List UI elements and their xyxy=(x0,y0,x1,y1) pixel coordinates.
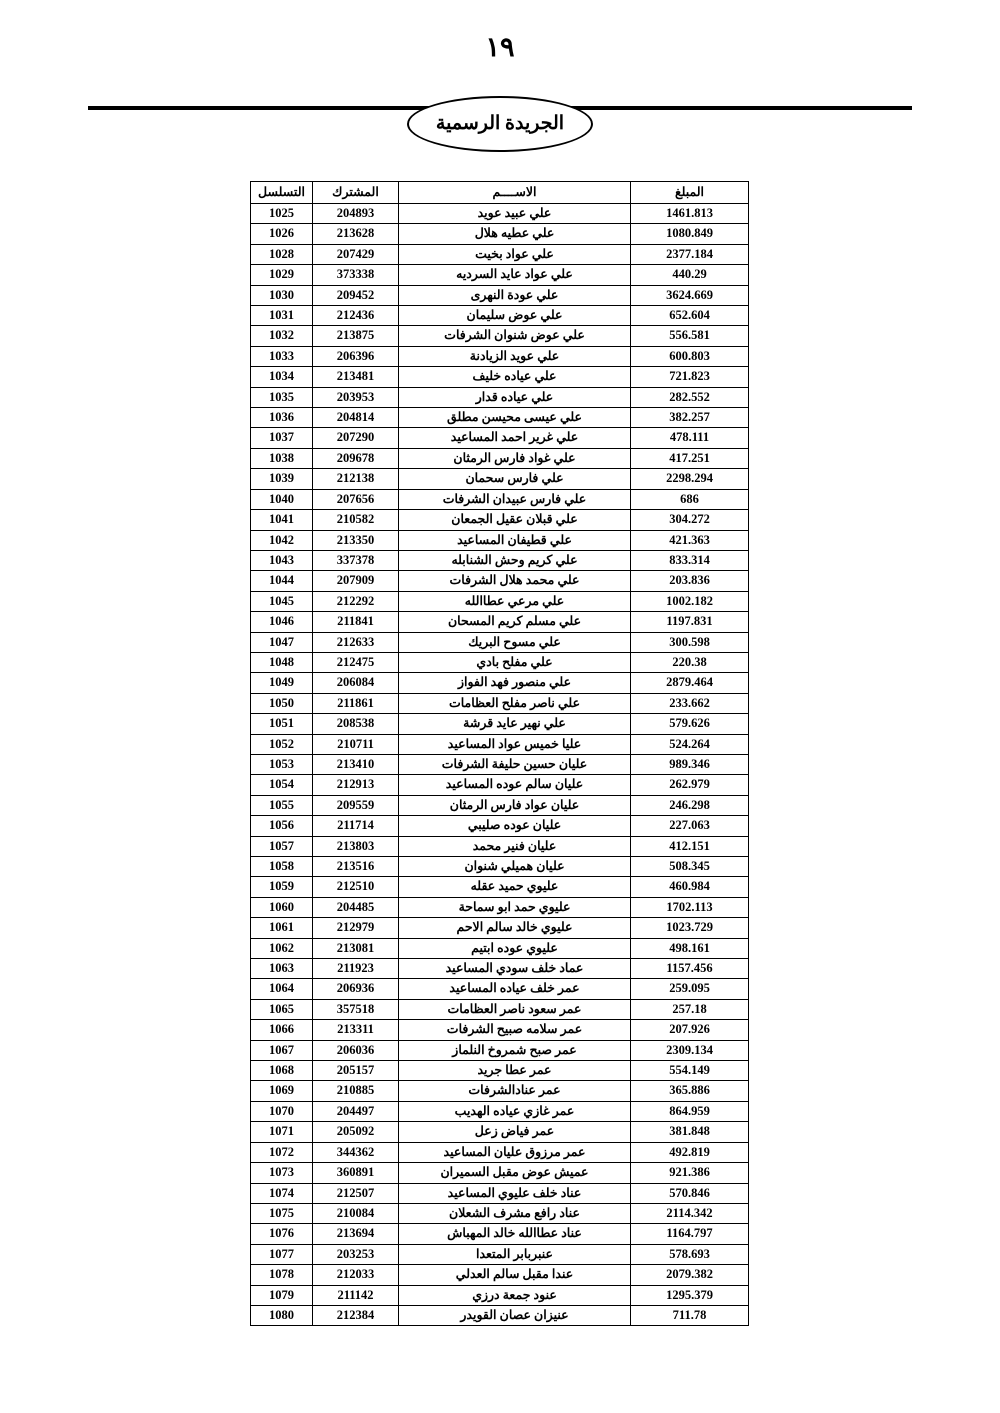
cell-sequence: 1065 xyxy=(251,999,313,1019)
cell-amount: 1002.182 xyxy=(631,591,749,611)
cell-subscriber: 212510 xyxy=(313,877,399,897)
cell-name: عنود جمعة درزي xyxy=(399,1285,631,1305)
cell-name: علي فارس عبيدان الشرفات xyxy=(399,489,631,509)
cell-sequence: 1042 xyxy=(251,530,313,550)
cell-name: علي ناصر مفلح العظامات xyxy=(399,693,631,713)
cell-sequence: 1053 xyxy=(251,754,313,774)
table-row xyxy=(251,224,749,244)
table-row xyxy=(251,408,749,428)
cell-sequence: 1062 xyxy=(251,938,313,958)
cell-subscriber: 206396 xyxy=(313,346,399,366)
cell-subscriber: 212475 xyxy=(313,652,399,672)
cell-amount: 1702.113 xyxy=(631,897,749,917)
cell-name: علي قطيفان المساعيد xyxy=(399,530,631,550)
table-row xyxy=(251,877,749,897)
cell-amount: 652.604 xyxy=(631,306,749,326)
cell-sequence: 1026 xyxy=(251,224,313,244)
table-row xyxy=(251,1101,749,1121)
cell-sequence: 1055 xyxy=(251,795,313,815)
cell-name: عليان فنير محمد xyxy=(399,836,631,856)
cell-subscriber: 203253 xyxy=(313,1244,399,1264)
ledger-table xyxy=(250,181,749,1326)
cell-amount: 833.314 xyxy=(631,550,749,570)
table-row xyxy=(251,1020,749,1040)
table-row xyxy=(251,612,749,632)
cell-subscriber: 205157 xyxy=(313,1061,399,1081)
table-row xyxy=(251,265,749,285)
cell-name: علي منصور فهد الفواز xyxy=(399,673,631,693)
cell-sequence: 1074 xyxy=(251,1183,313,1203)
cell-name: علي عطيه هلال xyxy=(399,224,631,244)
cell-sequence: 1079 xyxy=(251,1285,313,1305)
table-row xyxy=(251,346,749,366)
cell-subscriber: 213481 xyxy=(313,367,399,387)
cell-name: عليان عوده صليبي xyxy=(399,816,631,836)
cell-subscriber: 204497 xyxy=(313,1101,399,1121)
cell-sequence: 1066 xyxy=(251,1020,313,1040)
cell-sequence: 1075 xyxy=(251,1203,313,1223)
cell-amount: 2298.294 xyxy=(631,469,749,489)
table-row xyxy=(251,591,749,611)
table-row xyxy=(251,652,749,672)
cell-name: علي نهير عايد قرشة xyxy=(399,714,631,734)
cell-name: علي عياده خليف xyxy=(399,367,631,387)
column-header-sequence: التسلسل xyxy=(251,182,313,204)
cell-name: علي عياده قدار xyxy=(399,387,631,407)
column-header-subscriber: المشترك xyxy=(313,182,399,204)
table-row xyxy=(251,1265,749,1285)
cell-sequence: 1040 xyxy=(251,489,313,509)
cell-name: علي غرير احمد المساعيد xyxy=(399,428,631,448)
table-row xyxy=(251,306,749,326)
cell-subscriber: 213081 xyxy=(313,938,399,958)
table-header-row xyxy=(251,182,749,204)
cell-amount: 246.298 xyxy=(631,795,749,815)
cell-name: علي كريم وحش الشنابله xyxy=(399,550,631,570)
cell-amount: 1080.849 xyxy=(631,224,749,244)
table-row xyxy=(251,550,749,570)
cell-subscriber: 206084 xyxy=(313,673,399,693)
cell-amount: 1197.831 xyxy=(631,612,749,632)
cell-subscriber: 337378 xyxy=(313,550,399,570)
cell-amount: 554.149 xyxy=(631,1061,749,1081)
cell-amount: 570.846 xyxy=(631,1183,749,1203)
cell-name: عمر فياض زعل xyxy=(399,1122,631,1142)
cell-name: علي عويد الزيادنة xyxy=(399,346,631,366)
cell-sequence: 1069 xyxy=(251,1081,313,1101)
cell-amount: 300.598 xyxy=(631,632,749,652)
cell-name: عليان عواد فارس الرمثان xyxy=(399,795,631,815)
cell-amount: 257.18 xyxy=(631,999,749,1019)
cell-amount: 864.959 xyxy=(631,1101,749,1121)
cell-amount: 203.836 xyxy=(631,571,749,591)
cell-name: عمر سعود ناصر العظامات xyxy=(399,999,631,1019)
cell-name: عليوي حميد عقله xyxy=(399,877,631,897)
cell-name: علي فارس سحمان xyxy=(399,469,631,489)
cell-sequence: 1032 xyxy=(251,326,313,346)
cell-name: عميش عوض مقبل السميران xyxy=(399,1163,631,1183)
cell-subscriber: 204814 xyxy=(313,408,399,428)
column-header-amount: المبلغ xyxy=(631,182,749,204)
cell-sequence: 1060 xyxy=(251,897,313,917)
table-row xyxy=(251,1305,749,1325)
cell-name: عنبربابر المتعدا xyxy=(399,1244,631,1264)
cell-name: عمر غازي عياده الهديب xyxy=(399,1101,631,1121)
cell-amount: 304.272 xyxy=(631,510,749,530)
cell-amount: 686 xyxy=(631,489,749,509)
cell-name: عمر خلف عياده المساعيد xyxy=(399,979,631,999)
cell-subscriber: 357518 xyxy=(313,999,399,1019)
cell-sequence: 1033 xyxy=(251,346,313,366)
cell-name: عماد خلف سودي المساعيد xyxy=(399,959,631,979)
cell-sequence: 1070 xyxy=(251,1101,313,1121)
table-row xyxy=(251,510,749,530)
cell-subscriber: 373338 xyxy=(313,265,399,285)
gazette-title-text: الجريدة الرسمية xyxy=(435,112,565,134)
cell-subscriber: 211841 xyxy=(313,612,399,632)
cell-sequence: 1048 xyxy=(251,652,313,672)
cell-name: علي مفلح بادي xyxy=(399,652,631,672)
cell-name: علي عوض سليمان xyxy=(399,306,631,326)
cell-sequence: 1041 xyxy=(251,510,313,530)
cell-sequence: 1047 xyxy=(251,632,313,652)
cell-amount: 233.662 xyxy=(631,693,749,713)
table-row xyxy=(251,285,749,305)
cell-subscriber: 360891 xyxy=(313,1163,399,1183)
table-row xyxy=(251,897,749,917)
table-row xyxy=(251,387,749,407)
cell-amount: 220.38 xyxy=(631,652,749,672)
cell-sequence: 1028 xyxy=(251,244,313,264)
cell-amount: 259.095 xyxy=(631,979,749,999)
cell-subscriber: 203953 xyxy=(313,387,399,407)
cell-amount: 417.251 xyxy=(631,448,749,468)
cell-name: عمر مرزوق عليان المساعيد xyxy=(399,1142,631,1162)
cell-sequence: 1038 xyxy=(251,448,313,468)
cell-amount: 1157.456 xyxy=(631,959,749,979)
cell-amount: 1461.813 xyxy=(631,204,749,224)
table-row xyxy=(251,1244,749,1264)
cell-sequence: 1056 xyxy=(251,816,313,836)
table-row xyxy=(251,1142,749,1162)
cell-name: عليان هميلي شنوان xyxy=(399,857,631,877)
cell-name: عليان حسين حليفة الشرفات xyxy=(399,754,631,774)
cell-subscriber: 213410 xyxy=(313,754,399,774)
cell-amount: 2309.134 xyxy=(631,1040,749,1060)
cell-sequence: 1057 xyxy=(251,836,313,856)
table-row xyxy=(251,1163,749,1183)
cell-sequence: 1072 xyxy=(251,1142,313,1162)
cell-subscriber: 212292 xyxy=(313,591,399,611)
cell-name: علي قبلان عقيل الجمعان xyxy=(399,510,631,530)
cell-name: عليوي خالد سالم الاحم xyxy=(399,918,631,938)
cell-subscriber: 212384 xyxy=(313,1305,399,1325)
cell-subscriber: 209678 xyxy=(313,448,399,468)
cell-name: عمر عطا جريد xyxy=(399,1061,631,1081)
table-row xyxy=(251,326,749,346)
table-row xyxy=(251,204,749,224)
cell-sequence: 1067 xyxy=(251,1040,313,1060)
cell-subscriber: 212436 xyxy=(313,306,399,326)
cell-subscriber: 212913 xyxy=(313,775,399,795)
cell-name: عمر صبح شمروخ النلماز xyxy=(399,1040,631,1060)
ledger-table-container xyxy=(251,181,749,1326)
cell-subscriber: 212633 xyxy=(313,632,399,652)
table-row xyxy=(251,836,749,856)
cell-sequence: 1050 xyxy=(251,693,313,713)
table-row xyxy=(251,714,749,734)
cell-amount: 262.979 xyxy=(631,775,749,795)
cell-amount: 282.552 xyxy=(631,387,749,407)
table-row xyxy=(251,816,749,836)
cell-sequence: 1068 xyxy=(251,1061,313,1081)
cell-subscriber: 204893 xyxy=(313,204,399,224)
table-row xyxy=(251,367,749,387)
cell-subscriber: 211142 xyxy=(313,1285,399,1305)
cell-amount: 556.581 xyxy=(631,326,749,346)
cell-sequence: 1046 xyxy=(251,612,313,632)
cell-name: علي مسوح البريك xyxy=(399,632,631,652)
cell-subscriber: 213311 xyxy=(313,1020,399,1040)
cell-name: عمر عنادالشرفات xyxy=(399,1081,631,1101)
cell-amount: 711.78 xyxy=(631,1305,749,1325)
cell-amount: 2114.342 xyxy=(631,1203,749,1223)
table-row xyxy=(251,448,749,468)
table-row xyxy=(251,979,749,999)
cell-amount: 508.345 xyxy=(631,857,749,877)
cell-amount: 421.363 xyxy=(631,530,749,550)
cell-amount: 478.111 xyxy=(631,428,749,448)
cell-subscriber: 211714 xyxy=(313,816,399,836)
cell-name: عليوي حمد ابو سماحة xyxy=(399,897,631,917)
table-row xyxy=(251,673,749,693)
cell-subscriber: 210084 xyxy=(313,1203,399,1223)
cell-sequence: 1051 xyxy=(251,714,313,734)
table-row xyxy=(251,1040,749,1060)
cell-sequence: 1049 xyxy=(251,673,313,693)
cell-subscriber: 207909 xyxy=(313,571,399,591)
cell-amount: 1023.729 xyxy=(631,918,749,938)
cell-subscriber: 213350 xyxy=(313,530,399,550)
cell-amount: 989.346 xyxy=(631,754,749,774)
cell-name: عناد رافع مشرف الشعلان xyxy=(399,1203,631,1223)
cell-amount: 381.848 xyxy=(631,1122,749,1142)
cell-sequence: 1029 xyxy=(251,265,313,285)
cell-sequence: 1045 xyxy=(251,591,313,611)
cell-subscriber: 212138 xyxy=(313,469,399,489)
cell-subscriber: 213628 xyxy=(313,224,399,244)
cell-sequence: 1058 xyxy=(251,857,313,877)
cell-amount: 1164.797 xyxy=(631,1224,749,1244)
cell-subscriber: 206936 xyxy=(313,979,399,999)
cell-subscriber: 206036 xyxy=(313,1040,399,1060)
cell-amount: 524.264 xyxy=(631,734,749,754)
cell-name: علي محمد هلال الشرفات xyxy=(399,571,631,591)
cell-subscriber: 210711 xyxy=(313,734,399,754)
cell-subscriber: 212033 xyxy=(313,1265,399,1285)
cell-sequence: 1078 xyxy=(251,1265,313,1285)
table-row xyxy=(251,734,749,754)
cell-amount: 227.063 xyxy=(631,816,749,836)
cell-name: عمر سلامه صبيح الشرفات xyxy=(399,1020,631,1040)
cell-name: علي عودة النهرى xyxy=(399,285,631,305)
cell-subscriber: 344362 xyxy=(313,1142,399,1162)
cell-amount: 2079.382 xyxy=(631,1265,749,1285)
cell-sequence: 1025 xyxy=(251,204,313,224)
cell-sequence: 1052 xyxy=(251,734,313,754)
cell-sequence: 1073 xyxy=(251,1163,313,1183)
cell-amount: 460.984 xyxy=(631,877,749,897)
cell-name: علي مسلم كريم المسحان xyxy=(399,612,631,632)
cell-amount: 2377.184 xyxy=(631,244,749,264)
table-row xyxy=(251,1183,749,1203)
table-row xyxy=(251,1122,749,1142)
cell-subscriber: 211861 xyxy=(313,693,399,713)
table-row xyxy=(251,244,749,264)
table-row xyxy=(251,428,749,448)
cell-sequence: 1063 xyxy=(251,959,313,979)
cell-name: عليوي عوده ابتيم xyxy=(399,938,631,958)
cell-name: عنيزان عصان القويدر xyxy=(399,1305,631,1325)
cell-subscriber: 212507 xyxy=(313,1183,399,1203)
cell-amount: 2879.464 xyxy=(631,673,749,693)
cell-subscriber: 209452 xyxy=(313,285,399,305)
cell-sequence: 1077 xyxy=(251,1244,313,1264)
table-row xyxy=(251,795,749,815)
cell-amount: 492.819 xyxy=(631,1142,749,1162)
cell-sequence: 1043 xyxy=(251,550,313,570)
cell-sequence: 1076 xyxy=(251,1224,313,1244)
cell-subscriber: 210885 xyxy=(313,1081,399,1101)
cell-amount: 921.386 xyxy=(631,1163,749,1183)
cell-subscriber: 208538 xyxy=(313,714,399,734)
cell-sequence: 1030 xyxy=(251,285,313,305)
column-header-name: الاســــم xyxy=(399,182,631,204)
cell-sequence: 1034 xyxy=(251,367,313,387)
cell-amount: 498.161 xyxy=(631,938,749,958)
table-row xyxy=(251,571,749,591)
cell-amount: 382.257 xyxy=(631,408,749,428)
cell-name: علي عوض شنوان الشرفات xyxy=(399,326,631,346)
cell-sequence: 1059 xyxy=(251,877,313,897)
cell-amount: 578.693 xyxy=(631,1244,749,1264)
table-row xyxy=(251,754,749,774)
page-number: ١٩ xyxy=(485,32,515,62)
cell-sequence: 1031 xyxy=(251,306,313,326)
cell-subscriber: 204485 xyxy=(313,897,399,917)
cell-subscriber: 210582 xyxy=(313,510,399,530)
cell-name: علي عيسى محيسن مطلق xyxy=(399,408,631,428)
cell-amount: 579.626 xyxy=(631,714,749,734)
table-row xyxy=(251,999,749,1019)
cell-amount: 207.926 xyxy=(631,1020,749,1040)
cell-subscriber: 213803 xyxy=(313,836,399,856)
cell-sequence: 1039 xyxy=(251,469,313,489)
cell-name: عناد خلف عليوي المساعيد xyxy=(399,1183,631,1203)
table-row xyxy=(251,959,749,979)
cell-amount: 721.823 xyxy=(631,367,749,387)
table-row xyxy=(251,632,749,652)
cell-subscriber: 207656 xyxy=(313,489,399,509)
table-row xyxy=(251,1081,749,1101)
cell-amount: 365.886 xyxy=(631,1081,749,1101)
gazette-title-badge xyxy=(407,96,593,152)
cell-sequence: 1035 xyxy=(251,387,313,407)
cell-subscriber: 213694 xyxy=(313,1224,399,1244)
cell-name: علي عبيد عويد xyxy=(399,204,631,224)
cell-subscriber: 209559 xyxy=(313,795,399,815)
cell-name: علي عواد عايد السرديه xyxy=(399,265,631,285)
cell-name: علي مرعي عطاالله xyxy=(399,591,631,611)
cell-sequence: 1061 xyxy=(251,918,313,938)
cell-name: علي غواد فارس الرمثان xyxy=(399,448,631,468)
cell-name: علي عواد بخيت xyxy=(399,244,631,264)
cell-sequence: 1054 xyxy=(251,775,313,795)
table-row xyxy=(251,857,749,877)
cell-subscriber: 207290 xyxy=(313,428,399,448)
cell-amount: 600.803 xyxy=(631,346,749,366)
cell-sequence: 1037 xyxy=(251,428,313,448)
cell-subscriber: 212979 xyxy=(313,918,399,938)
cell-sequence: 1071 xyxy=(251,1122,313,1142)
cell-sequence: 1036 xyxy=(251,408,313,428)
cell-name: عناد عطاالله خالد المهباش xyxy=(399,1224,631,1244)
table-row xyxy=(251,938,749,958)
table-row xyxy=(251,1061,749,1081)
table-body xyxy=(251,204,749,1326)
cell-subscriber: 205092 xyxy=(313,1122,399,1142)
cell-amount: 440.29 xyxy=(631,265,749,285)
table-row xyxy=(251,918,749,938)
cell-name: عليا خميس عواد المساعيد xyxy=(399,734,631,754)
cell-name: عليان سالم عوده المساعيد xyxy=(399,775,631,795)
cell-subscriber: 213516 xyxy=(313,857,399,877)
table-row xyxy=(251,530,749,550)
cell-amount: 412.151 xyxy=(631,836,749,856)
cell-amount: 3624.669 xyxy=(631,285,749,305)
table-row xyxy=(251,489,749,509)
cell-subscriber: 207429 xyxy=(313,244,399,264)
table-row xyxy=(251,1203,749,1223)
table-row xyxy=(251,1224,749,1244)
cell-amount: 1295.379 xyxy=(631,1285,749,1305)
page-header xyxy=(0,96,1000,156)
cell-subscriber: 213875 xyxy=(313,326,399,346)
table-row xyxy=(251,693,749,713)
cell-sequence: 1044 xyxy=(251,571,313,591)
cell-name: عندا مقبل سالم العدلي xyxy=(399,1265,631,1285)
table-row xyxy=(251,1285,749,1305)
cell-subscriber: 211923 xyxy=(313,959,399,979)
cell-sequence: 1064 xyxy=(251,979,313,999)
table-row xyxy=(251,469,749,489)
cell-sequence: 1080 xyxy=(251,1305,313,1325)
table-row xyxy=(251,775,749,795)
